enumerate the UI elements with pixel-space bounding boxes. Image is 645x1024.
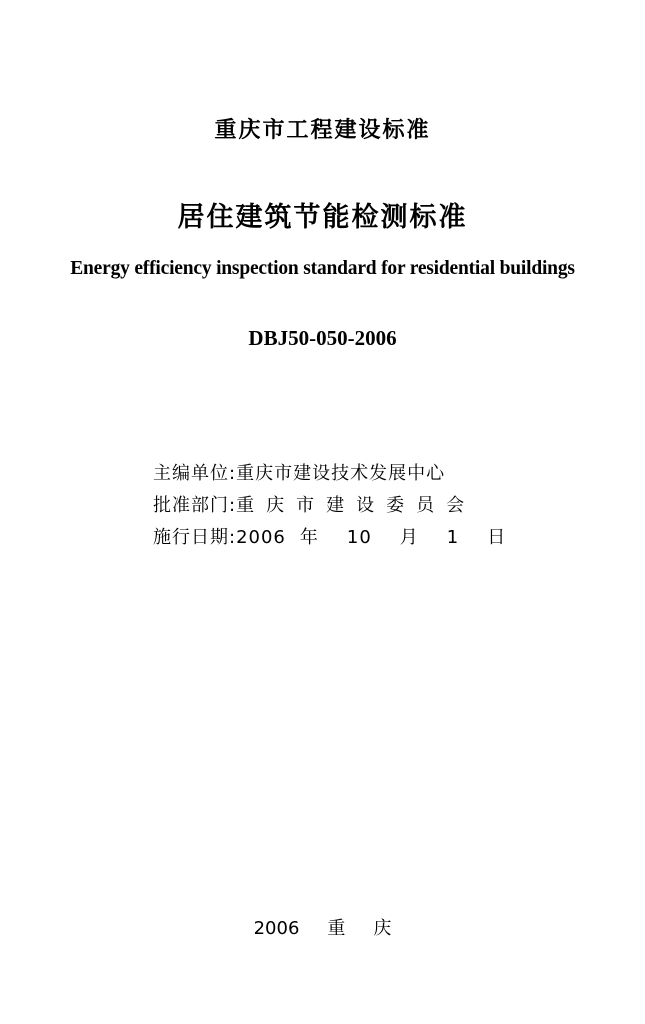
document-title-chinese: 居住建筑节能检测标准 <box>177 202 468 233</box>
approval-department-label: 批准部门: <box>153 495 237 516</box>
chief-editor-value: 重庆市建设技术发展中心 <box>236 463 446 484</box>
publication-place-char-1: 重 <box>327 918 346 939</box>
publication-place-char-2: 庆 <box>373 918 392 939</box>
effective-date-value <box>236 527 506 548</box>
approval-department-row <box>153 491 513 517</box>
approval-department-value: 重庆市建设委员会 <box>236 495 477 516</box>
document-title-english: Energy efficiency inspection standard for residential buildings <box>70 258 575 279</box>
chief-editor-row <box>153 459 513 485</box>
publication-year: 2006 <box>253 918 300 939</box>
effective-day-unit: 日 <box>487 527 507 548</box>
effective-date-label: 施行日期: <box>153 527 237 548</box>
effective-date-row <box>153 523 513 549</box>
publication-footer <box>0 914 645 940</box>
effective-month-unit: 月 <box>399 527 419 548</box>
effective-day: 1 <box>446 527 460 548</box>
effective-year-unit: 年 <box>299 527 319 548</box>
standard-series-title: 重庆市工程建设标准 <box>214 118 431 143</box>
effective-year: 2006 <box>236 527 286 548</box>
standard-code: DBJ50-050-2006 <box>248 326 397 350</box>
chief-editor-label: 主编单位: <box>153 463 237 484</box>
effective-month: 10 <box>346 527 372 548</box>
